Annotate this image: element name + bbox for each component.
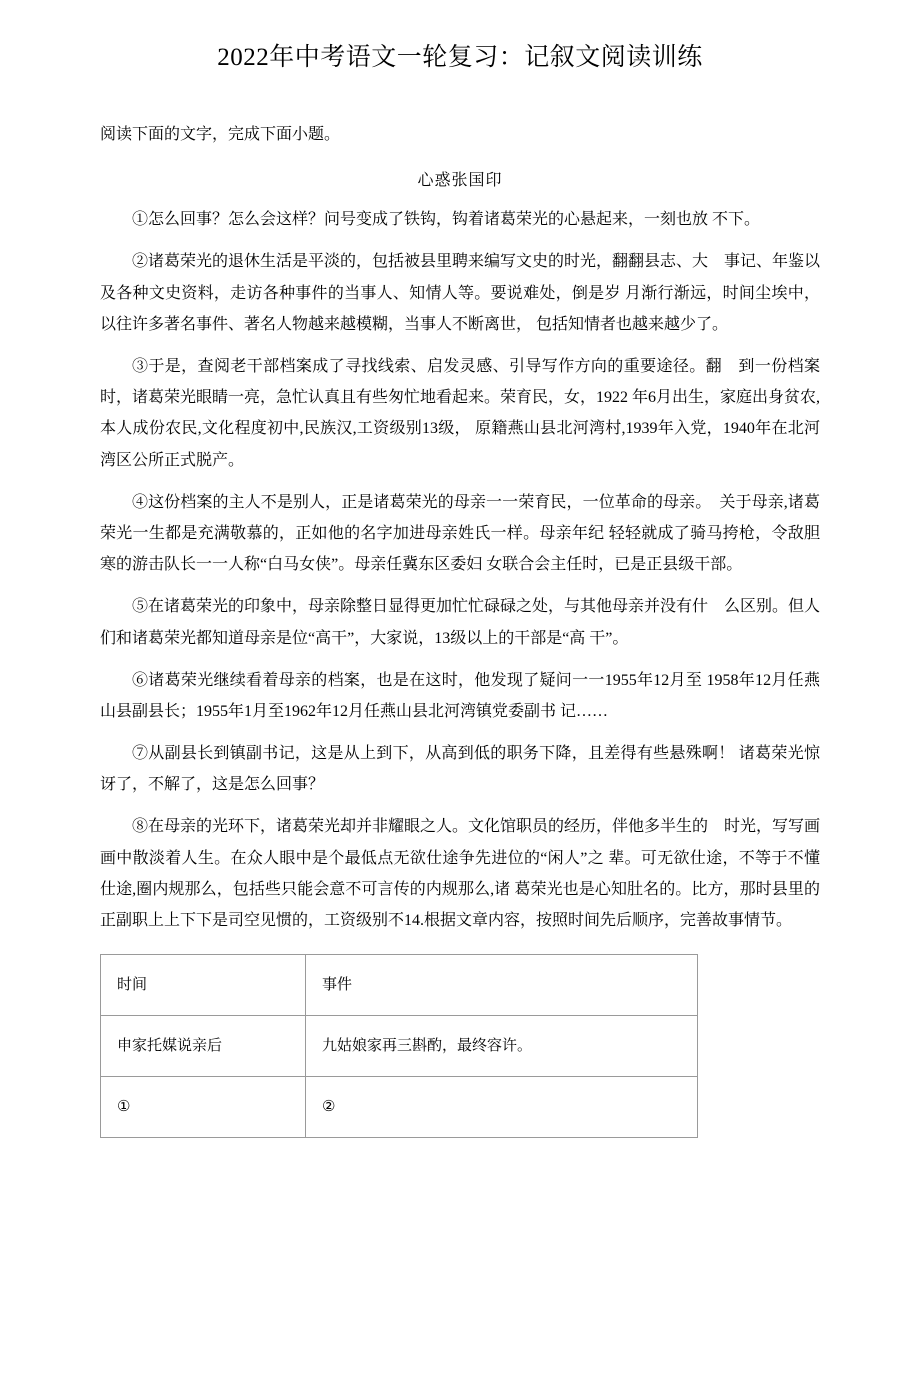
- table-row: [101, 1016, 698, 1077]
- table-cell-event-2-blank: ②: [306, 1077, 698, 1138]
- reading-instruction: 阅读下面的文字，完成下面小题。: [100, 125, 341, 143]
- table-row: [101, 1077, 698, 1138]
- paragraph-2: ②诸葛荣光的退休生活是平淡的，包括被县里聘来编写文史的时光，翻翻县志、大 事记、年鉴以及各种文史资料，走访各种事件的当事人、知情人等。要说难处，倒是岁 月渐行渐远，时间尘埃中，以往许多著名事件、著名人物越来越模糊，当事人不断离世， 包括知情者也越来越少了。: [100, 253, 821, 333]
- paragraph-6: ⑥诸葛荣光继续看着母亲的档案，也是在这时，他发现了疑问一一1955年12月至 1958年12月任燕山县副县长；1955年1月至1962年12月任燕山县北河湾镇党委副书 记……: [100, 671, 820, 720]
- paragraph-7: ⑦从副县长到镇副书记，这是从上到下，从高到低的职务下降，且差得有些悬殊啊！ 诸葛荣光惊讶了，不解了，这是怎么回事？: [100, 745, 820, 794]
- table-cell-time-1: 申家托媒说亲后: [101, 1016, 306, 1077]
- paragraph-1: ①怎么回事？怎么会这样？问号变成了铁钩，钩着诸葛荣光的心悬起来，一刻也放 不下。: [132, 211, 761, 229]
- paragraph-5: ⑤在诸葛荣光的印象中，母亲除整日显得更加忙忙碌碌之处，与其他母亲并没有什 么区别。但人们和诸葛荣光都知道母亲是位“高干”，大家说，13级以上的干部是“高 干”。: [100, 598, 821, 647]
- paragraph-8: ⑧在母亲的光环下，诸葛荣光却并非耀眼之人。文化馆职员的经历，伴他多半生的 时光，写写画画中散淡着人生。在众人眼中是个最低点无欲仕途争先进位的“闲人”之 辈。可无欲仕途，不等于不懂仕途,圈内规那么，包括些只能会意不可言传的内规那么,诸 葛荣光也是心知肚名的。比方，那时县里的正副职上上下下是司空见惯的，工资级别不14.根据文章内容，按照时间先后顺序，完善故事情节。: [100, 818, 821, 930]
- page-title: 2022年中考语文一轮复习：记叙文阅读训练: [217, 44, 703, 71]
- table-header-event: 事件: [306, 955, 698, 1016]
- paragraph-3: ③于是，查阅老干部档案成了寻找线索、启发灵感、引导写作方向的重要途径。翻 到一份档案时，诸葛荣光眼睛一亮，急忙认真且有些匆忙地看起来。荣育民，女，1922 年6月出生，家庭出身贫农,本人成份农民,文化程度初中,民族汉,工资级别13级， 原籍燕山县北河湾村,1939年入党，1940年在北河湾区公所正式脱产。: [100, 358, 821, 469]
- table-header-row: [101, 955, 698, 1016]
- table-cell-event-1: 九姑娘家再三斟酌，最终容许。: [306, 1016, 698, 1077]
- story-plot-table: [100, 954, 698, 1138]
- article-heading: 心惑张国印: [417, 172, 503, 190]
- table-cell-time-2-blank: ①: [101, 1077, 306, 1138]
- paragraph-4: ④这份档案的主人不是别人，正是诸葛荣光的母亲一一荣育民，一位革命的母亲。 关于母亲,诸葛荣光一生都是充满敬慕的，正如他的名字加进母亲姓氏一样。母亲年纪 轻轻就成了骑马挎枪，令敌胆寒的游击队长一一人称“白马女侠”。母亲任冀东区委妇 女联合会主任时，已是正县级干部。: [100, 493, 820, 574]
- table-header-time: 时间: [101, 955, 306, 1016]
